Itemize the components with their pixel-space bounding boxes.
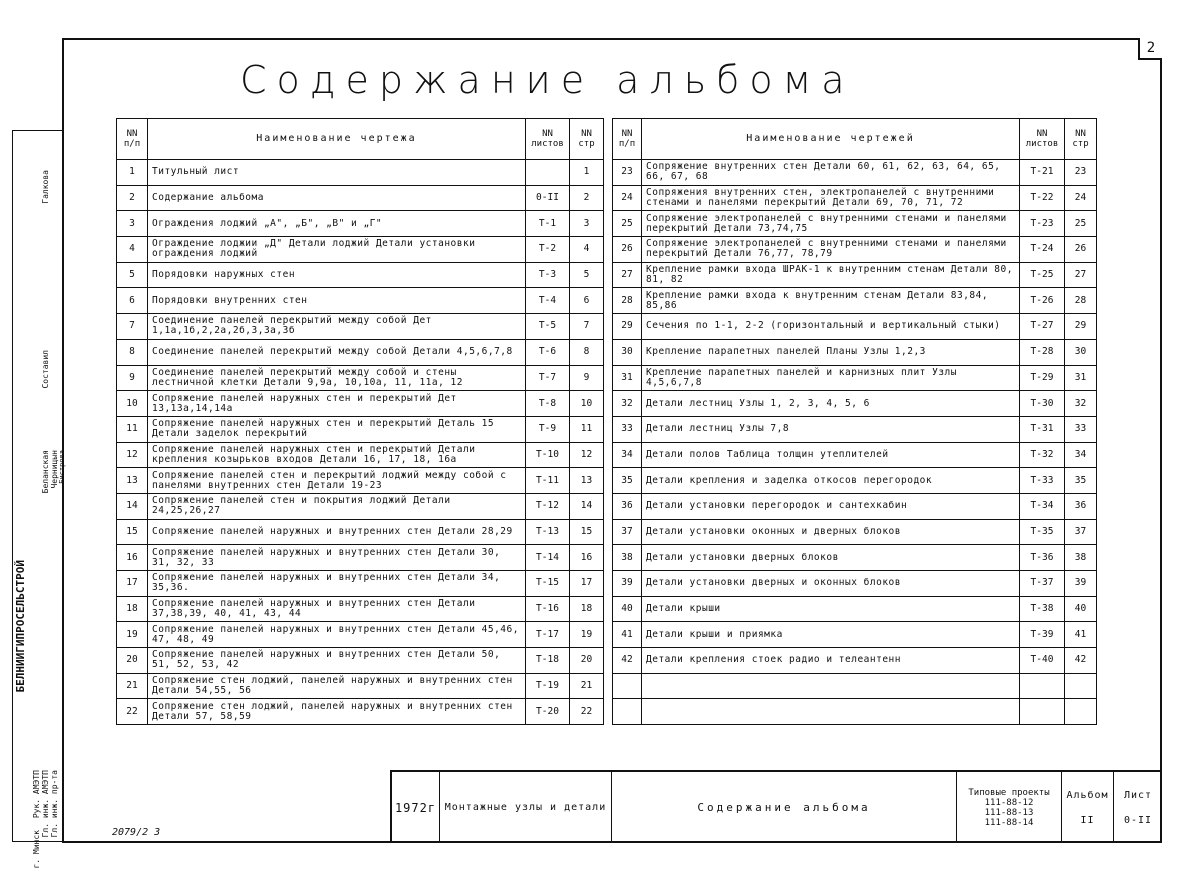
row-number: 4 [117,237,148,263]
row-page: 27 [1065,262,1097,288]
table-row [117,211,604,237]
row-page: 29 [1065,314,1097,340]
table-row [613,365,1097,391]
row-page: 24 [1065,185,1097,211]
row-name: Сопряжение электропанелей с внутренними стенами и панелями перекрытий Детали 73,74,75 [642,211,1020,237]
table-row [117,314,604,340]
row-number: 15 [117,519,148,545]
row-number: 21 [117,673,148,699]
sheet-number: 2 [1138,38,1162,60]
name-3: Беланская [41,450,50,494]
table-row [613,339,1097,365]
row-name: Сопряжение панелей наружных и внутренних стен Детали 37,38,39, 40, 41, 43, 44 [148,596,526,622]
table-row [117,160,604,186]
row-sheet [1020,699,1065,725]
row-sheet: Т-33 [1020,468,1065,494]
org-name: БЕЛНИИГИПРОСЕЛЬСТРОЙ [14,560,27,693]
row-name: Сопряжение панелей наружных и внутренних стен Детали 28,29 [148,519,526,545]
table-row [117,288,604,314]
row-number: 10 [117,391,148,417]
page-title: Содержание альбома [240,58,855,102]
table-row [117,673,604,699]
row-sheet: Т-8 [526,391,570,417]
row-name: Сечения по 1-1, 2-2 (горизонтальный и вертикальный стыки) [642,314,1020,340]
row-sheet: 0-II [526,185,570,211]
table-row [117,391,604,417]
row-name: Детали крепления и заделка откосов перегородок [642,468,1020,494]
row-sheet: Т-28 [1020,339,1065,365]
row-name: Крепление парапетных панелей Планы Узлы 1,2,3 [642,339,1020,365]
title-block [390,770,1162,843]
row-sheet: Т-13 [526,519,570,545]
row-name: Детали установки дверных и оконных блоков [642,571,1020,597]
row-name: Ограждения лоджий „А", „Б", „В" и „Г" [148,211,526,237]
row-number: 33 [613,416,642,442]
stamp-doc-title: Содержание альбома [612,772,957,843]
row-sheet: Т-29 [1020,365,1065,391]
row-sheet: Т-34 [1020,493,1065,519]
row-page: 17 [570,571,604,597]
row-sheet: Т-30 [1020,391,1065,417]
header-name: Наименование чертежа [148,119,526,160]
row-page: 6 [570,288,604,314]
header-page: NN стр [1065,119,1097,160]
series-3: 111-88-14 [984,817,1034,828]
table-row [613,545,1097,571]
row-name: Сопряжение внутренних стен Детали 60, 61, 62, 63, 64, 65, 66, 67, 68 [642,160,1020,186]
row-number: 34 [613,442,642,468]
row-sheet: Т-25 [1020,262,1065,288]
table-row [613,571,1097,597]
row-page: 19 [570,622,604,648]
row-number [613,673,642,699]
row-sheet: Т-6 [526,339,570,365]
row-sheet: Т-38 [1020,596,1065,622]
row-sheet [1020,673,1065,699]
row-sheet: Т-12 [526,493,570,519]
row-page [1065,699,1097,725]
row-number: 31 [613,365,642,391]
table-row [613,493,1097,519]
name-1: Галкова [41,170,50,204]
row-name: Соединение панелей перекрытий между собой Дет 1,1а,1б,2,2а,2б,3,3а,3б [148,314,526,340]
row-page: 7 [570,314,604,340]
row-name: Сопряжения внутренних стен, электропанелей с внутренними стенами и панелями перекрытий Детали 69, 70, 71, 72 [642,185,1020,211]
table-row [117,622,604,648]
row-page: 28 [1065,288,1097,314]
row-number: 23 [613,160,642,186]
row-number: 6 [117,288,148,314]
table-row [613,519,1097,545]
row-sheet: Т-21 [1020,160,1065,186]
row-page: 30 [1065,339,1097,365]
row-page: 32 [1065,391,1097,417]
table-row [117,416,604,442]
row-number [613,699,642,725]
row-page: 13 [570,468,604,494]
left-contents-table [116,118,604,725]
header-sheets: NN листов [1020,119,1065,160]
row-page: 38 [1065,545,1097,571]
row-page: 33 [1065,416,1097,442]
stamp-series [957,772,1062,843]
row-name: Детали установки дверных блоков [642,545,1020,571]
row-name: Сопряжение панелей наружных стен и перекрытий Детали крепления козырьков входов Детали 16, 17, 18, 16а [148,442,526,468]
row-number: 26 [613,237,642,263]
row-sheet: Т-36 [1020,545,1065,571]
row-page: 37 [1065,519,1097,545]
row-name: Детали крыши и приямка [642,622,1020,648]
series-1: 111-88-12 [984,797,1034,808]
row-number: 3 [117,211,148,237]
table-row [613,622,1097,648]
row-page: 2 [570,185,604,211]
sheet-value: 0-II [1123,814,1153,826]
header-num: NN п/п [613,119,642,160]
row-sheet: Т-2 [526,237,570,263]
table-row [117,339,604,365]
row-name: Сопряжение стен лоджий, панелей наружных и внутренних стен Детали 57, 58,59 [148,699,526,725]
row-name: Порядовки наружных стен [148,262,526,288]
table-row [613,648,1097,674]
table-row [117,468,604,494]
row-name [642,699,1020,725]
row-page: 26 [1065,237,1097,263]
table-row [613,211,1097,237]
row-number: 40 [613,596,642,622]
row-page: 36 [1065,493,1097,519]
role-2: Гл. инж. АМЭТП [41,770,50,838]
row-name: Сопряжение электропанелей с внутренними стенами и панелями перекрытий Детали 76,77, 78,79 [642,237,1020,263]
row-sheet: Т-40 [1020,648,1065,674]
row-sheet: Т-20 [526,699,570,725]
table-row [613,416,1097,442]
row-sheet: Т-16 [526,596,570,622]
row-name: Детали лестниц Узлы 1, 2, 3, 4, 5, 6 [642,391,1020,417]
row-sheet: Т-4 [526,288,570,314]
row-number: 22 [117,699,148,725]
row-page: 39 [1065,571,1097,597]
row-number: 25 [613,211,642,237]
row-sheet: Т-17 [526,622,570,648]
table-row [613,314,1097,340]
row-name: Крепление рамки входа ШРАК-1 к внутренним стенам Детали 80, 81, 82 [642,262,1020,288]
row-number: 38 [613,545,642,571]
row-number: 29 [613,314,642,340]
table-row [613,699,1097,725]
row-number: 8 [117,339,148,365]
row-number: 12 [117,442,148,468]
row-page: 23 [1065,160,1097,186]
stamp-year: 1972г [392,772,440,843]
table-row [613,468,1097,494]
row-sheet: Т-27 [1020,314,1065,340]
row-page: 12 [570,442,604,468]
row-number: 1 [117,160,148,186]
table-row [613,442,1097,468]
row-page: 8 [570,339,604,365]
row-page: 9 [570,365,604,391]
row-page: 10 [570,391,604,417]
row-number: 30 [613,339,642,365]
row-page: 3 [570,211,604,237]
role-3: Гл. инж. пр-та [50,770,59,838]
row-number: 35 [613,468,642,494]
row-name: Детали установки оконных и дверных блоков [642,519,1020,545]
row-number: 9 [117,365,148,391]
row-page: 14 [570,493,604,519]
row-sheet: Т-18 [526,648,570,674]
header-name: Наименование чертежей [642,119,1020,160]
table-row [117,519,604,545]
table-row [613,262,1097,288]
row-number: 17 [117,571,148,597]
row-name: Сопряжение панелей наружных стен и перекрытий Дет 13,13а,14,14а [148,391,526,417]
row-number: 18 [117,596,148,622]
row-name: Детали крепления стоек радио и телеантенн [642,648,1020,674]
row-page: 41 [1065,622,1097,648]
row-name: Сопряжение стен лоджий, панелей наружных и внутренних стен Детали 54,55, 56 [148,673,526,699]
row-sheet: Т-15 [526,571,570,597]
row-page: 25 [1065,211,1097,237]
row-name: Сопряжение панелей наружных и внутренних стен Детали 30, 31, 32, 33 [148,545,526,571]
row-sheet: Т-7 [526,365,570,391]
row-name: Сопряжение панелей наружных и внутренних стен Детали 50, 51, 52, 53, 42 [148,648,526,674]
row-number: 7 [117,314,148,340]
row-name: Детали лестниц Узлы 7,8 [642,416,1020,442]
table-row [117,648,604,674]
row-page: 21 [570,673,604,699]
table-row [117,262,604,288]
row-name: Ограждение лоджии „Д" Детали лоджий Детали установки ограждения лоджий [148,237,526,263]
row-page: 1 [570,160,604,186]
table-row [613,288,1097,314]
row-page: 31 [1065,365,1097,391]
name-5: Бистрова [58,450,66,484]
row-page: 42 [1065,648,1097,674]
stamp-sheet [1114,772,1162,843]
row-number: 28 [613,288,642,314]
table-row [613,391,1097,417]
row-page: 35 [1065,468,1097,494]
row-name: Порядовки внутренних стен [148,288,526,314]
row-sheet: Т-32 [1020,442,1065,468]
row-name: Крепление рамки входа к внутренним стенам Детали 83,84, 85,86 [642,288,1020,314]
header-sheets: NN листов [526,119,570,160]
org-city: г. Минск [32,830,41,869]
row-sheet: Т-26 [1020,288,1065,314]
row-number: 24 [613,185,642,211]
album-label: Альбом [1066,789,1109,801]
row-number: 42 [613,648,642,674]
row-number: 11 [117,416,148,442]
table-row [613,185,1097,211]
row-number: 37 [613,519,642,545]
row-name: Сопряжение панелей стен и покрытия лоджий Детали 24,25,26,27 [148,493,526,519]
row-name: Соединение панелей перекрытий между собой Детали 4,5,6,7,8 [148,339,526,365]
row-page: 20 [570,648,604,674]
table-row [117,545,604,571]
table-row [613,596,1097,622]
row-page: 18 [570,596,604,622]
row-name: Крепление парапетных панелей и карнизных плит Узлы 4,5,6,7,8 [642,365,1020,391]
table-row [117,699,604,725]
table-row [117,185,604,211]
row-number: 32 [613,391,642,417]
table-row [117,493,604,519]
album-value: II [1080,814,1095,826]
row-sheet: Т-11 [526,468,570,494]
row-sheet: Т-5 [526,314,570,340]
row-number: 19 [117,622,148,648]
table-row [117,596,604,622]
name-4: Черницын [50,450,59,489]
row-name: Титульный лист [148,160,526,186]
row-page: 4 [570,237,604,263]
row-number: 13 [117,468,148,494]
name-2: Составил [41,350,50,389]
row-name: Соединение панелей перекрытий между собой и стены лестничной клетки Детали 9,9а, 10,10а, 11, 11а, 12 [148,365,526,391]
row-sheet: Т-31 [1020,416,1065,442]
row-page [1065,673,1097,699]
row-name: Сопряжение панелей наружных стен и перекрытий Деталь 15 Детали заделок перекрытий [148,416,526,442]
row-name: Содержание альбома [148,185,526,211]
row-page: 40 [1065,596,1097,622]
row-number: 41 [613,622,642,648]
table-row [117,365,604,391]
row-page: 15 [570,519,604,545]
table-row [613,673,1097,699]
row-sheet: Т-19 [526,673,570,699]
left-sidebar [12,130,66,869]
row-sheet: Т-10 [526,442,570,468]
series-2: 111-88-13 [984,807,1034,818]
right-contents-table [612,118,1097,725]
table-row [117,237,604,263]
row-sheet: Т-35 [1020,519,1065,545]
row-number: 2 [117,185,148,211]
table-row [613,160,1097,186]
header-num: NN п/п [117,119,148,160]
row-name: Детали установки перегородок и сантехкабин [642,493,1020,519]
row-sheet: Т-3 [526,262,570,288]
sheet-label: Лист [1123,789,1153,801]
bottom-note: 2079/2 3 [112,827,161,838]
row-sheet: Т-14 [526,545,570,571]
stamp-album [1062,772,1114,843]
table-row [117,571,604,597]
row-sheet [526,160,570,186]
row-page: 16 [570,545,604,571]
series-label: Типовые проекты [968,787,1050,798]
row-name [642,673,1020,699]
row-sheet: Т-37 [1020,571,1065,597]
row-number: 20 [117,648,148,674]
row-number: 5 [117,262,148,288]
row-sheet: Т-22 [1020,185,1065,211]
row-number: 14 [117,493,148,519]
role-1: Рук. АМЭТП [32,770,41,819]
row-number: 36 [613,493,642,519]
row-number: 27 [613,262,642,288]
row-sheet: Т-1 [526,211,570,237]
row-page: 11 [570,416,604,442]
row-name: Сопряжение панелей наружных и внутренних стен Детали 45,46, 47, 48, 49 [148,622,526,648]
header-page: NN стр [570,119,604,160]
row-sheet: Т-24 [1020,237,1065,263]
row-sheet: Т-39 [1020,622,1065,648]
row-name: Сопряжение панелей наружных и внутренних стен Детали 34, 35,36. [148,571,526,597]
row-page: 5 [570,262,604,288]
row-sheet: Т-23 [1020,211,1065,237]
row-sheet: Т-9 [526,416,570,442]
row-name: Детали крыши [642,596,1020,622]
row-name: Детали полов Таблица толщин утеплителей [642,442,1020,468]
row-name: Сопряжение панелей стен и перекрытий лоджий между собой с панелями внутренних стен Детали 19-23 [148,468,526,494]
row-page: 22 [570,699,604,725]
row-number: 16 [117,545,148,571]
table-row [613,237,1097,263]
table-row [117,442,604,468]
stamp-section: Монтажные узлы и детали [440,772,612,843]
row-number: 39 [613,571,642,597]
row-page: 34 [1065,442,1097,468]
